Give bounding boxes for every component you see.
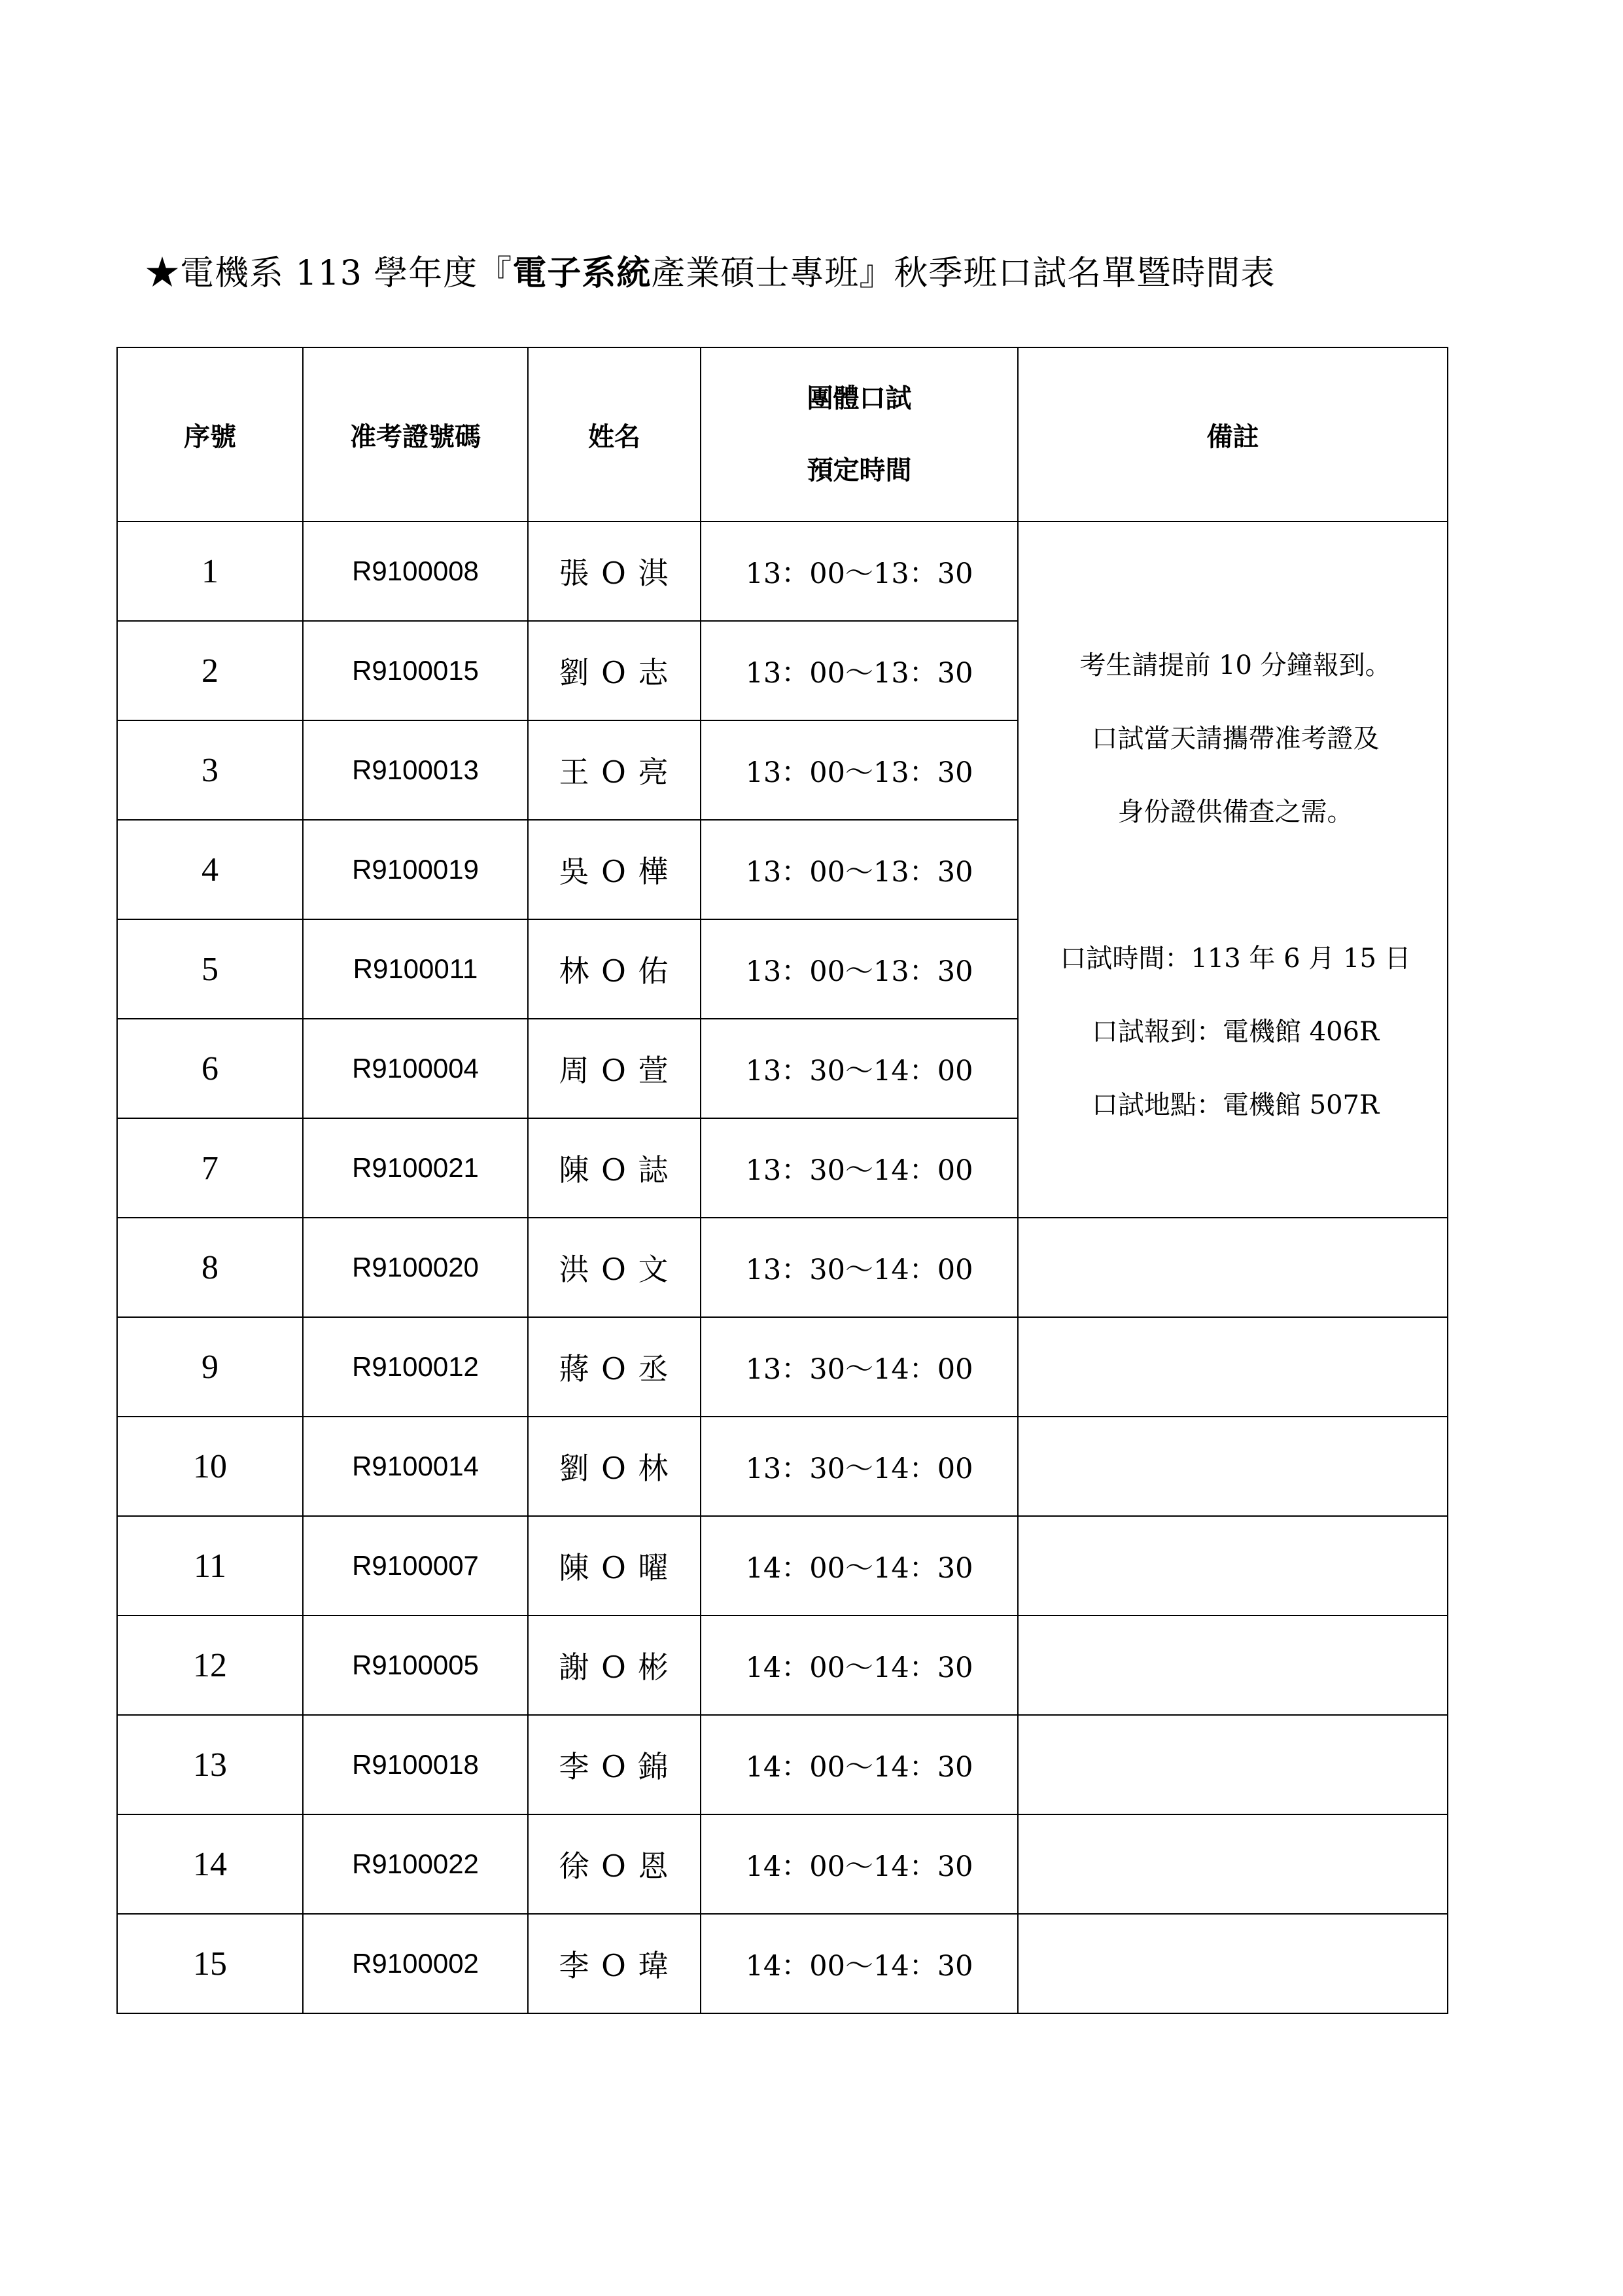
notes-content (1019, 597, 1447, 1142)
row-seq: 2 (117, 621, 303, 720)
row-notes-empty (1018, 1417, 1448, 1516)
header-name: 姓名 (528, 347, 701, 521)
row-seq: 3 (117, 720, 303, 820)
document-title (145, 243, 1275, 304)
notes-line2: 口試當天請攜帶准考證及 (1091, 724, 1380, 754)
row-seq: 14 (117, 1814, 303, 1914)
table-row (117, 1814, 1448, 1914)
row-time: 14：00～14：30 (701, 1814, 1018, 1914)
header-notes: 備註 (1018, 347, 1448, 521)
row-exam-id: R9100018 (303, 1715, 528, 1814)
row-exam-id: R9100019 (303, 820, 528, 919)
row-notes-empty (1018, 1914, 1448, 2013)
row-name: 林 O 佑 (528, 919, 701, 1019)
header-time-line2: 預定時間 (807, 455, 912, 486)
row-notes-empty (1018, 1715, 1448, 1814)
row-time: 13：30～14：00 (701, 1218, 1018, 1317)
row-seq: 15 (117, 1914, 303, 2013)
row-time: 13：30～14：00 (701, 1317, 1018, 1417)
row-time: 13：00～13：30 (701, 820, 1018, 919)
notes-line3: 身份證供備查之需。 (1117, 797, 1353, 827)
table-row (117, 1218, 1448, 1317)
row-notes-empty (1018, 1516, 1448, 1616)
notes-line6: 口試地點：電機館 507R (1091, 1090, 1380, 1120)
row-seq: 7 (117, 1118, 303, 1218)
row-name: 吳 O 樺 (528, 820, 701, 919)
row-time: 13：30～14：00 (701, 1019, 1018, 1118)
row-seq: 8 (117, 1218, 303, 1317)
row-exam-id: R9100014 (303, 1417, 528, 1516)
row-exam-id: R9100007 (303, 1516, 528, 1616)
table-row (117, 521, 1448, 621)
row-name: 徐 O 恩 (528, 1814, 701, 1914)
title-suffix: 產業碩士專班』秋季班口試名單暨時間表 (651, 254, 1276, 293)
row-name: 劉 O 志 (528, 621, 701, 720)
row-exam-id: R9100005 (303, 1616, 528, 1715)
row-exam-id: R9100008 (303, 521, 528, 621)
row-name: 張 O 淇 (528, 521, 701, 621)
row-seq: 13 (117, 1715, 303, 1814)
row-seq: 6 (117, 1019, 303, 1118)
row-seq: 12 (117, 1616, 303, 1715)
table-row (117, 1914, 1448, 2013)
row-exam-id: R9100002 (303, 1914, 528, 2013)
row-notes-empty (1018, 1218, 1448, 1317)
header-exam-id: 准考證號碼 (303, 347, 528, 521)
row-name: 陳 O 誌 (528, 1118, 701, 1218)
row-time: 14：00～14：30 (701, 1914, 1018, 2013)
row-time: 13：00～13：30 (701, 919, 1018, 1019)
row-time: 14：00～14：30 (701, 1715, 1018, 1814)
header-time (701, 347, 1018, 521)
header-seq: 序號 (117, 347, 303, 521)
row-name: 蔣 O 丞 (528, 1317, 701, 1417)
row-seq: 4 (117, 820, 303, 919)
table-row (117, 1317, 1448, 1417)
row-time: 13：00～13：30 (701, 621, 1018, 720)
row-time: 14：00～14：30 (701, 1616, 1018, 1715)
row-seq: 1 (117, 521, 303, 621)
row-name: 謝 O 彬 (528, 1616, 701, 1715)
row-time: 14：00～14：30 (701, 1516, 1018, 1616)
row-time: 13：00～13：30 (701, 521, 1018, 621)
notes-spacer (1024, 849, 1447, 922)
notes-line5: 口試報到：電機館 406R (1091, 1017, 1380, 1047)
interview-schedule-table (116, 347, 1448, 2014)
header-time-line1: 團體口試 (807, 383, 912, 414)
table-row (117, 1715, 1448, 1814)
table-header-row (117, 347, 1448, 521)
table-row (117, 1516, 1448, 1616)
row-name: 李 O 錦 (528, 1715, 701, 1814)
row-name: 李 O 瑋 (528, 1914, 701, 2013)
table-row (117, 1616, 1448, 1715)
row-exam-id: R9100021 (303, 1118, 528, 1218)
table-row (117, 1417, 1448, 1516)
row-exam-id: R9100012 (303, 1317, 528, 1417)
notes-line4: 口試時間：113 年 6 月 15 日 (1060, 944, 1411, 974)
row-exam-id: R9100022 (303, 1814, 528, 1914)
title-emphasis: 電子系統 (512, 253, 652, 293)
row-exam-id: R9100013 (303, 720, 528, 820)
row-name: 王 O 亮 (528, 720, 701, 820)
row-name: 劉 O 林 (528, 1417, 701, 1516)
row-name: 陳 O 曜 (528, 1516, 701, 1616)
row-seq: 11 (117, 1516, 303, 1616)
row-exam-id: R9100004 (303, 1019, 528, 1118)
row-notes-empty (1018, 1317, 1448, 1417)
row-notes-empty (1018, 1616, 1448, 1715)
row-exam-id: R9100015 (303, 621, 528, 720)
row-seq: 10 (117, 1417, 303, 1516)
row-name: 洪 O 文 (528, 1218, 701, 1317)
row-seq: 9 (117, 1317, 303, 1417)
row-seq: 5 (117, 919, 303, 1019)
row-time: 13：00～13：30 (701, 720, 1018, 820)
row-time: 13：30～14：00 (701, 1118, 1018, 1218)
row-exam-id: R9100020 (303, 1218, 528, 1317)
row-notes-empty (1018, 1814, 1448, 1914)
title-prefix: ★電機系 113 學年度『 (145, 254, 513, 293)
notes-line1: 考生請提前 10 分鐘報到。 (1079, 650, 1391, 680)
row-exam-id: R9100011 (303, 919, 528, 1019)
row-time: 13：30～14：00 (701, 1417, 1018, 1516)
row-name: 周 O 萱 (528, 1019, 701, 1118)
notes-cell (1018, 521, 1448, 1218)
